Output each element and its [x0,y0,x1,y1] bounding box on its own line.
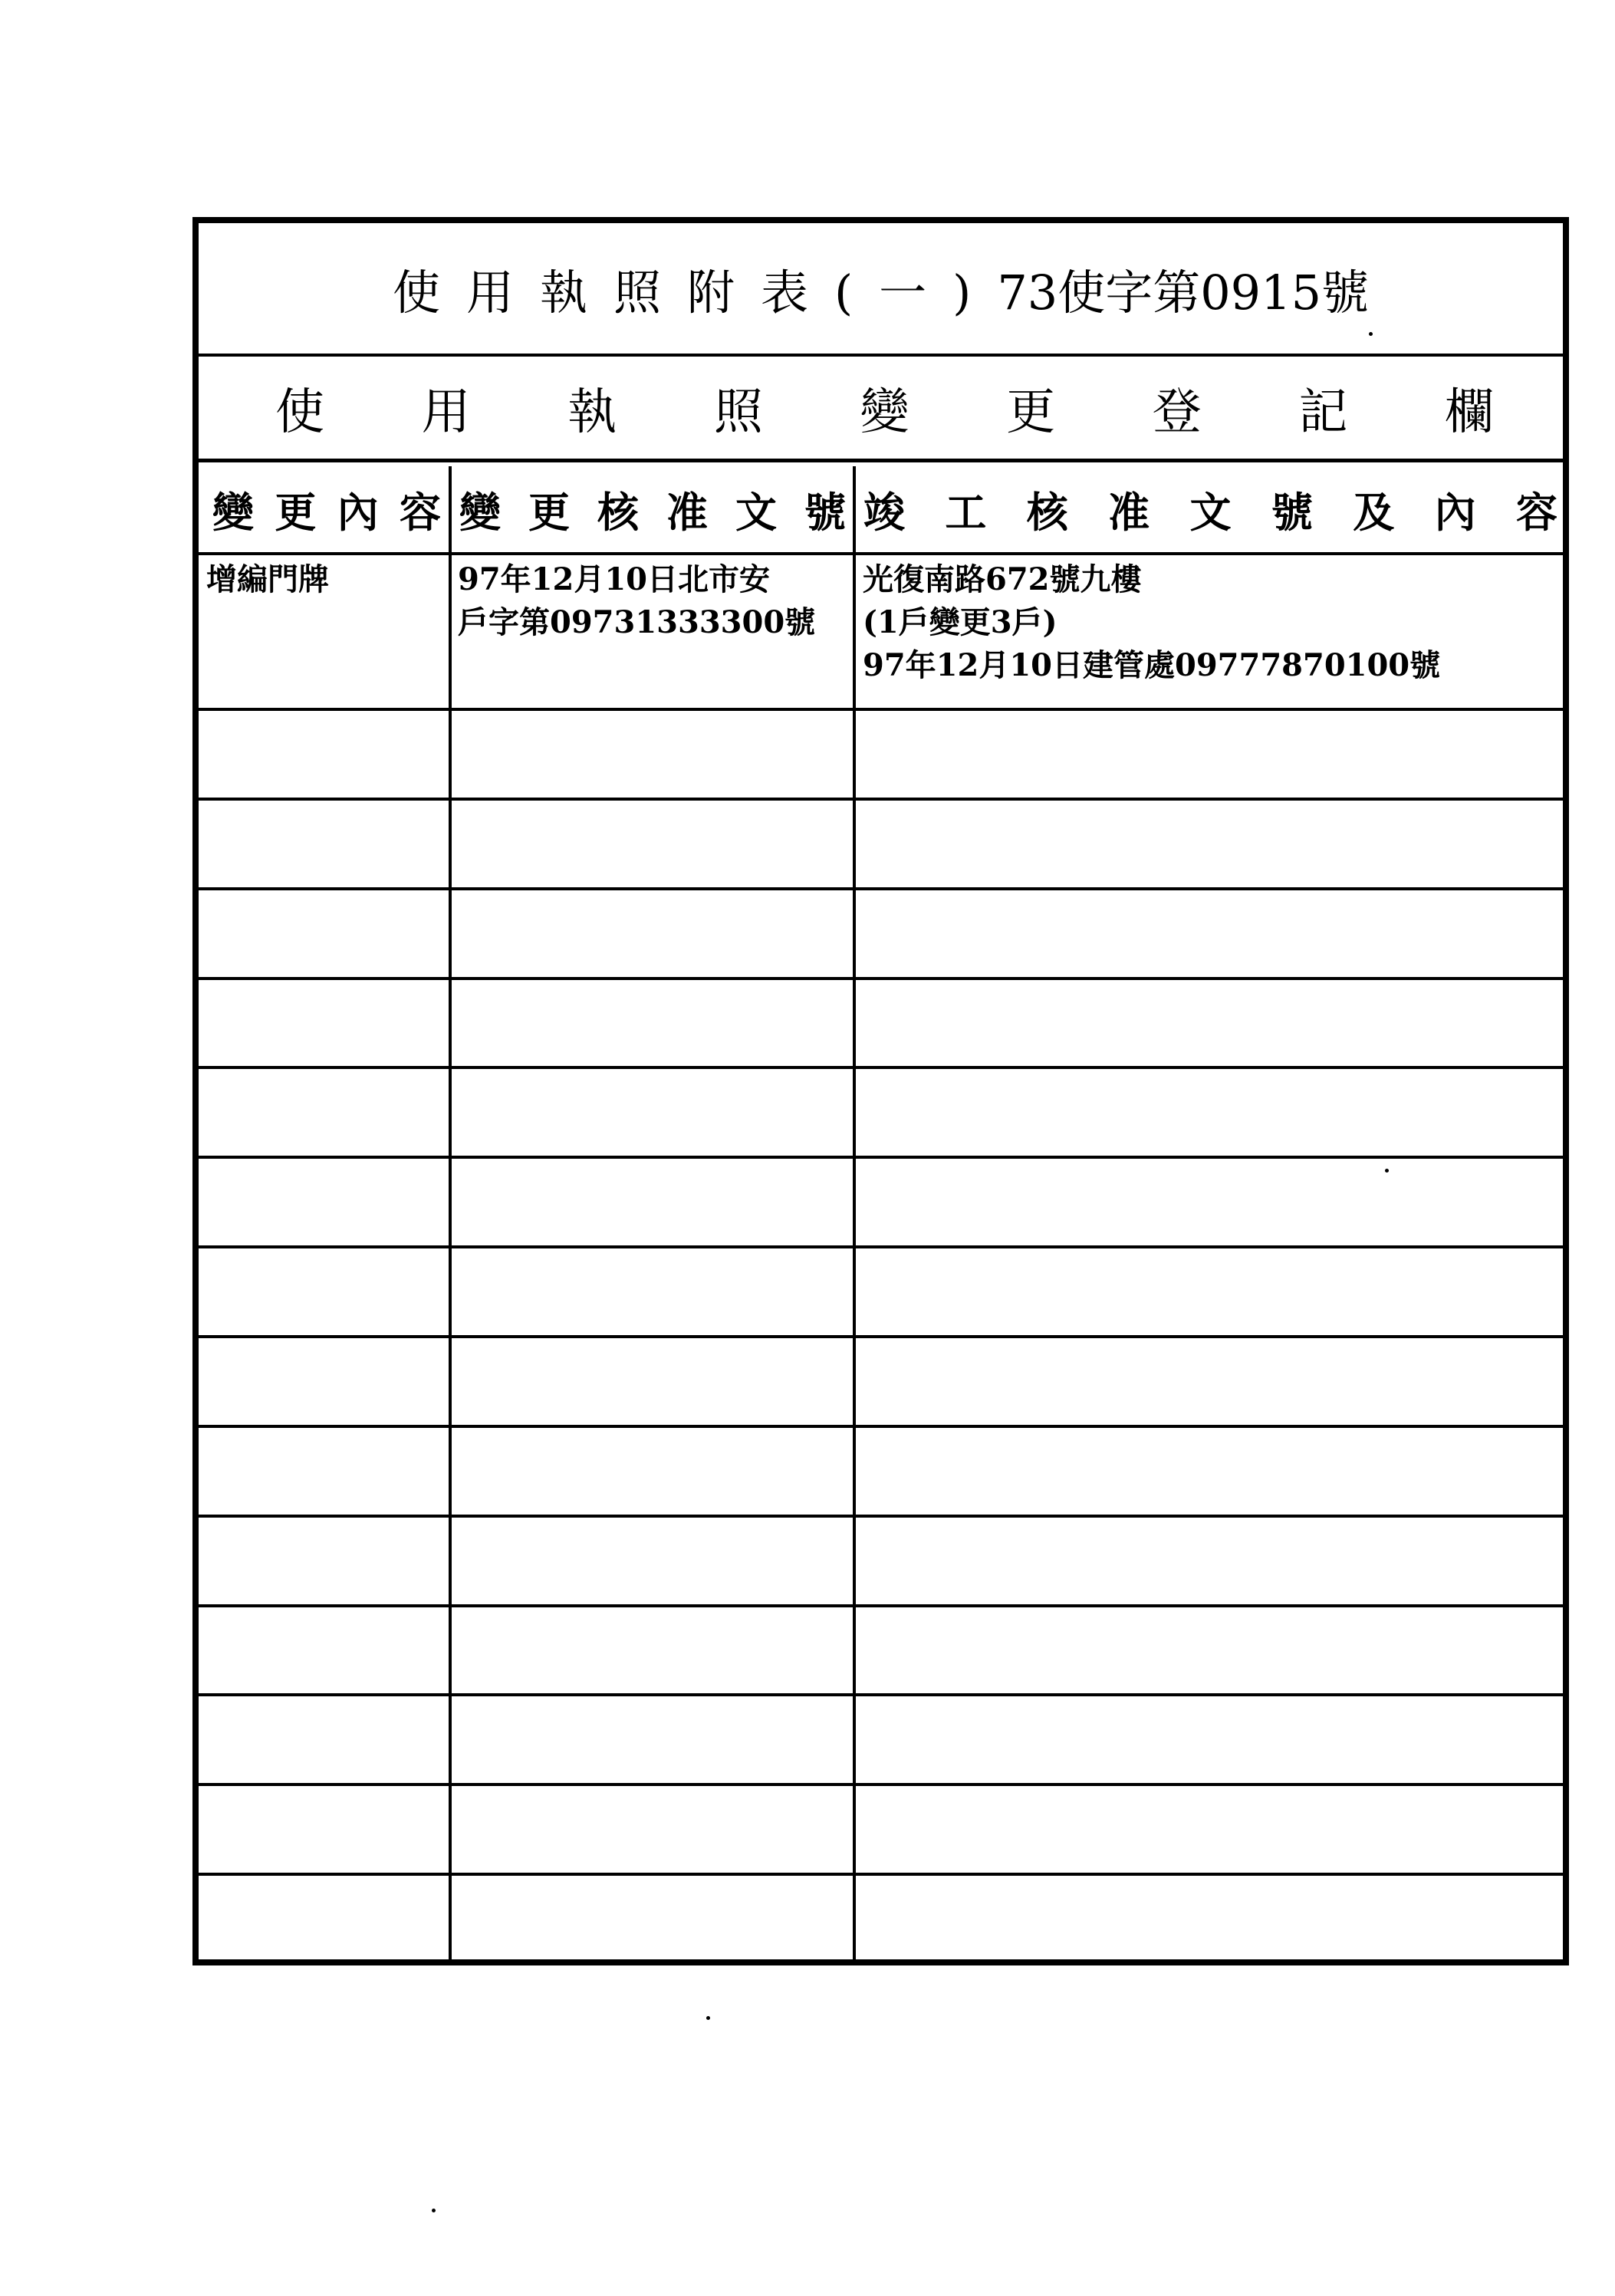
form-title [199,223,1563,357]
column-header-approval-no: 變 更 核 准 文 號 [459,487,846,537]
row-divider [199,1515,1563,1518]
scan-speck [1369,332,1373,336]
heading-char: 執 [567,383,617,441]
usage-license-appendix-form [192,217,1569,1965]
column-divider [449,466,452,1959]
row-divider [199,1245,1563,1248]
row-divider [199,798,1563,801]
heading-char: 記 [1298,383,1348,441]
register-table [199,466,1563,1959]
form-title-number: 73使字第0915號 [997,264,1370,321]
heading-char: 照 [713,383,763,441]
row-approval-number: 97年12月10日北市安 戶字第09731333300號 [458,561,816,640]
row-divider [199,1156,1563,1159]
header-divider [199,552,1563,555]
row-divider [199,1425,1563,1428]
heading-char: 使 [275,383,324,441]
row-divider [199,1604,1563,1607]
row-divider [199,1066,1563,1069]
column-divider [853,466,856,1959]
column-header-content: 變 更 內 容 [212,487,441,537]
heading-char: 欄 [1445,383,1494,441]
row-divider [199,1783,1563,1786]
scan-speck [1385,1169,1389,1173]
form-title-main: 使用執照附表(一) [392,264,998,321]
row-divider [199,708,1563,711]
heading-char: 用 [421,383,471,441]
scan-speck [432,2209,436,2212]
heading-char: 變 [860,383,909,441]
row-divider [199,1873,1563,1876]
row-change-content: 增編門牌 [206,561,329,597]
section-heading [199,357,1563,462]
row-divider [199,1693,1563,1696]
row-divider [199,977,1563,980]
column-header-completion: 竣 工 核 准 文 號 及 內 容 [863,487,1557,537]
row-completion-details: 光復南路672號九樓 (1戶變更3戶) 97年12月10日建管處09777870100號 [863,561,1441,683]
scan-speck [706,2016,710,2020]
row-divider [199,1335,1563,1338]
row-divider [199,887,1563,890]
heading-char: 更 [1006,383,1056,441]
heading-char: 登 [1152,383,1202,441]
